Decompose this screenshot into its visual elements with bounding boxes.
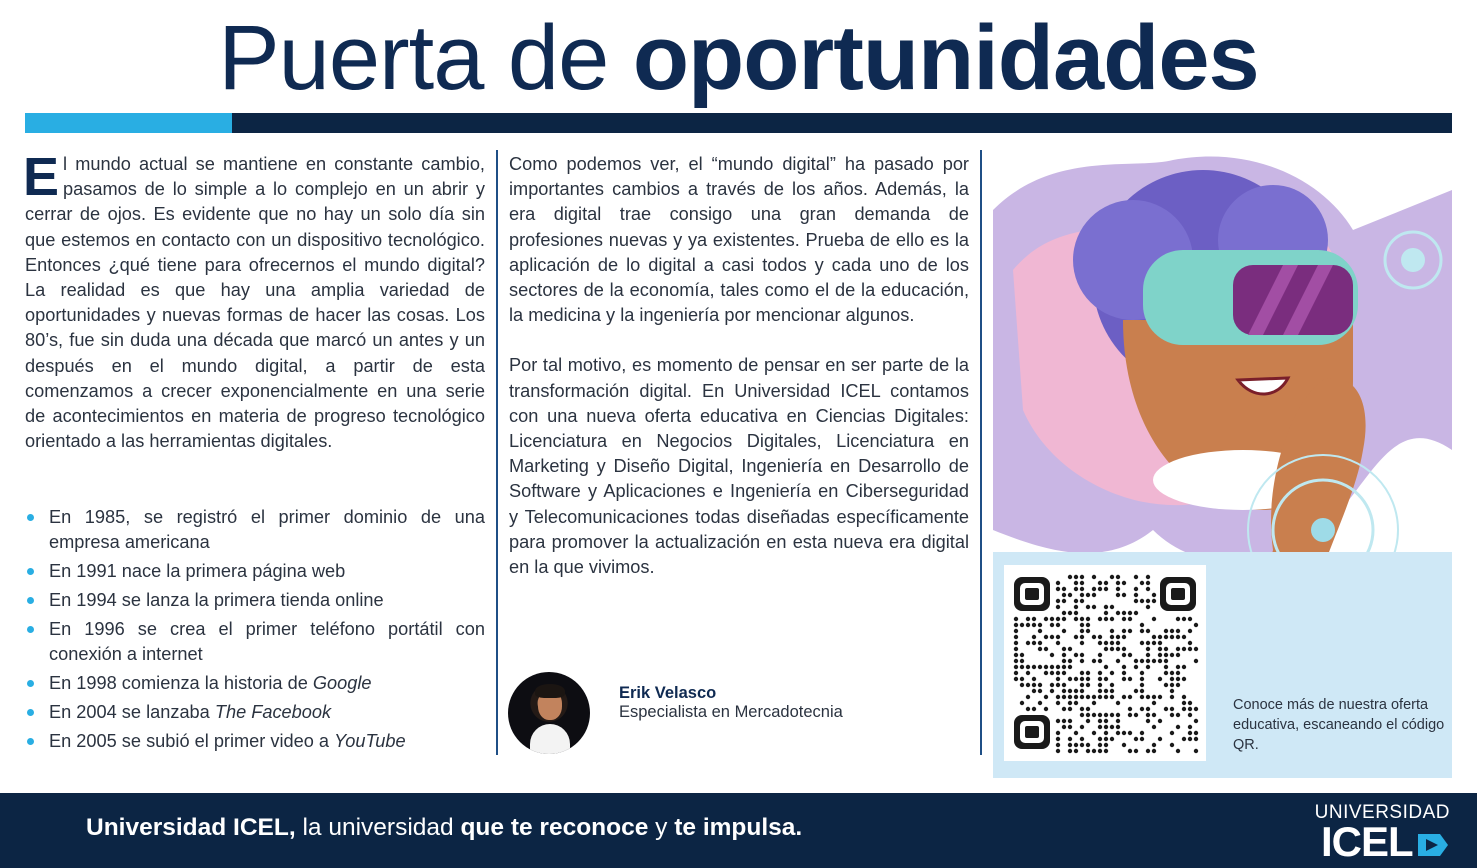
milestone-text: En 1991 nace la primera página web [49,561,346,581]
milestone-item [25,588,485,613]
bullet-icon [27,738,34,745]
article-column-2 [509,152,969,580]
milestone-brand: YouTube [334,731,406,751]
slogan-part: la universidad [295,814,461,841]
slogan-connector: y [648,814,675,841]
drop-cap: E [23,147,60,207]
qr-code[interactable] [1004,565,1206,761]
title-bold: oportunidades [632,7,1259,109]
milestone-brand: The Facebook [214,702,332,722]
milestone-brand: Google [312,673,372,693]
slogan-emphasis: que te reconoce [460,814,649,841]
milestone-text: En 1994 se lanza la primera tienda online [49,590,384,610]
bullet-icon [27,626,34,633]
milestone-item [25,671,485,696]
milestones-list [25,505,485,758]
qr-caption: Conoce más de nuestra oferta educativa, escaneando el código QR. [1233,697,1445,753]
bullet-icon [27,709,34,716]
author-role: Especialista en Mercadotecnia [619,703,843,721]
logo-main-text: ICEL [1321,818,1413,865]
page-title [0,8,1477,108]
milestone-item [25,559,485,584]
bullet-icon [27,568,34,575]
title-light: Puerta de [218,7,633,109]
bullet-icon [27,680,34,687]
author-name: Erik Velasco [619,684,717,702]
milestone-item [25,700,485,725]
article-column-1 [23,147,485,454]
column-divider [496,150,498,755]
milestone-item [25,617,485,667]
intro-paragraph: l mundo actual se mantiene en constante cambio, pasamos de lo simple a lo complejo en un abrir y cerrar de ojos. Es evidente que no hay un solo día sin que estemos en contacto con un dispositivo tecnológico. Entonces ¿qué tiene para ofrecernos el mundo digital? La realidad es que hay una amplia variedad de oportunidades y nuevas formas de hacer las cosas. Los 80’s, fue sin duda una década que marcó un antes y un después en el mundo digital, a partir de esta comenzamos a crecer exponencialmente en una serie de acontecimientos en materia de progreso tecnológico orientado a las herramientas digitales. [25,154,485,452]
icel-logo [1314,802,1456,865]
bullet-icon [27,514,34,521]
milestone-text: En 1985, se registró el primer dominio de una empresa americana [49,507,485,552]
milestone-item [25,505,485,555]
bullet-icon [27,597,34,604]
logo-play-icon [1414,832,1450,858]
milestone-text: En 2005 se subió el primer video a [49,731,335,751]
title-rule [232,113,1452,133]
milestone-text: En 2004 se lanzaba [49,702,215,722]
slogan-brand: Universidad ICEL, [86,814,296,841]
title-rule-accent [25,113,232,133]
paragraph-digital-world: Como podemos ver, el “mundo digital” ha pasado por importantes cambios a través de los años. Además, la era digital trae consigo una gran demanda de profesiones nuevas y ya existentes. Prueba de ello es la aplicación de lo digital a casi todos y cada uno de los sectores de la economía, tales como el de la educación, la medicina y la ingeniería por mencionar algunos. [509,154,969,326]
milestone-text: En 1998 comienza la historia de [49,673,313,693]
column-divider-2 [980,150,982,755]
footer-slogan [86,814,802,842]
milestone-text: En 1996 se crea el primer teléfono portátil con conexión a internet [49,619,485,664]
milestone-item [25,729,485,754]
slogan-emphasis-2: te impulsa. [674,814,803,841]
paragraph-offer: Por tal motivo, es momento de pensar en ser parte de la transformación digital. En Universidad ICEL contamos con una nueva oferta educativa en Ciencias Digitales: Licenciatura en Negocios Digitales, Licenciatura en Marketing y Diseño Digital, Ingeniería en Desarrollo de Software y Aplicaciones e Ingeniería en Ciberseguridad y Telecomunicaciones todas diseñadas específicamente para promover la actualización en esta nueva era digital en la que vivimos. [509,355,969,578]
author-avatar [508,672,590,754]
logo-top-text: UNIVERSIDAD [1314,802,1450,823]
